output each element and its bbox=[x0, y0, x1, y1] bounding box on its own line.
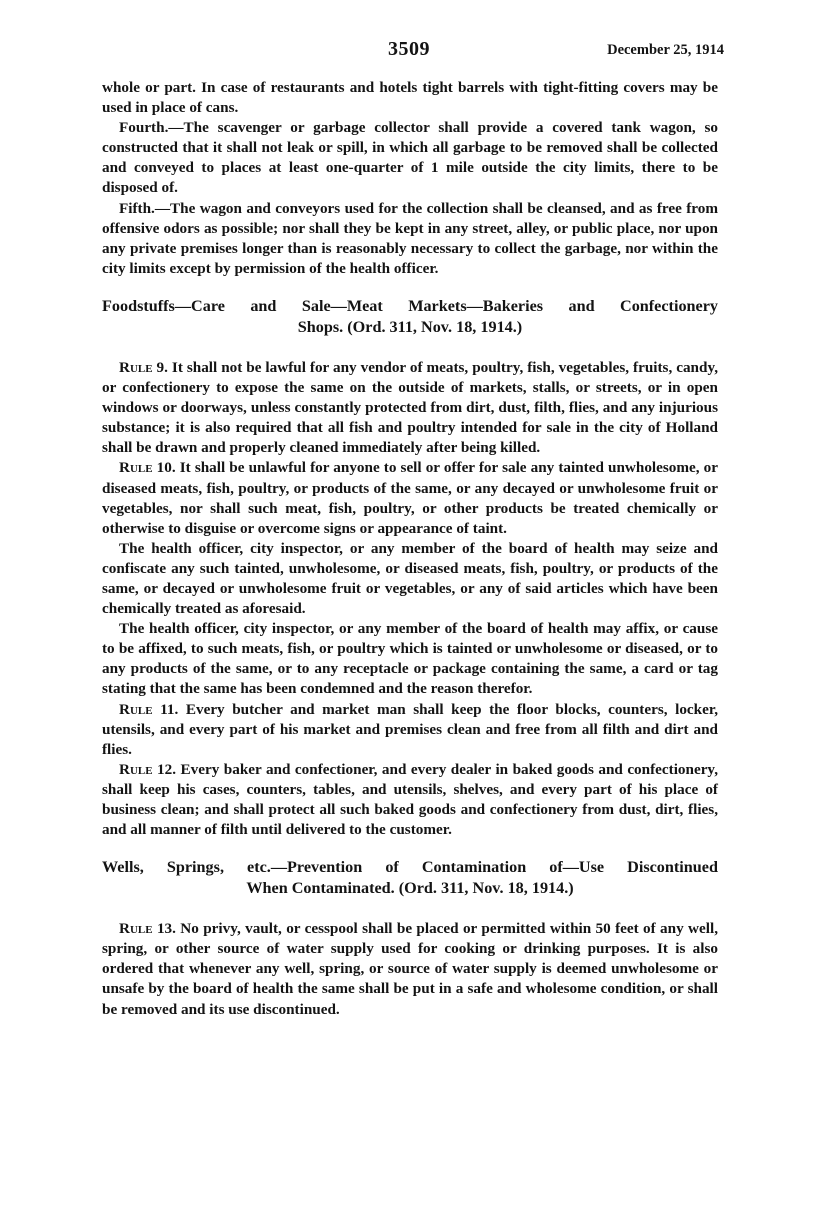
rule-12-text: Every baker and confectioner, and every dealer in baked goods and confectionery, shall keep his cases, counters, tables, and utensils, shelves, and every part of his place of business clean; and shall protect all such baked goods and confectionery from dust, dirt, flies, and all manner of filth until delivered to the customer. bbox=[102, 760, 718, 839]
rule-10 bbox=[102, 458, 718, 538]
paragraph-fourth: Fourth.—The scavenger or garbage collector shall provide a covered tank wagon, so constructed that it shall not leak or spill, in which all garbage to be removed shall be collected and conveyed to places at least one-quarter of 1 mile outside the city limits, there to be disposed of. bbox=[102, 119, 718, 197]
paragraph-fifth: Fifth.—The wagon and conveyors used for the collection shall be cleansed, and as free from offensive odors as possible; nor shall they be kept in any street, alley, or public place, nor upon any private premises longer than is reasonably necessary to collect the garbage, nor within the city limits except by permission of the health officer. bbox=[102, 199, 718, 277]
page-date: December 25, 1914 bbox=[607, 42, 724, 58]
rule-11-text: Every butcher and market man shall keep the floor blocks, counters, locker, utensils, and every part of his market and premises clean and free from all filth and dirt and flies. bbox=[102, 700, 718, 758]
section-heading-wells-line1: Wells, Springs, etc.—Prevention of Contamination of—Use Discontinued bbox=[102, 858, 718, 877]
paragraph-health-officer-affix: The health officer, city inspector, or any member of the board of health may affix, or cause to be affixed, to such meats, fish, or poultry which is tainted or unwholesome or diseased, or to any products of the same, or to any receptacle or package containing the same, a card or tag stating that the same has been condemned and the reason therefor. bbox=[102, 620, 718, 698]
rule-10-text: It shall be unlawful for anyone to sell or offer for sale any tainted unwholesome, or diseased meats, fish, poultry, or products of the same, or any decayed or unwholesome fruit or vegetables, nor shall such meat, fish, poultry, or other products be treated chemically or otherwise to disguise or overcome signs or appearance of taint. bbox=[102, 459, 718, 537]
rule-12 bbox=[102, 760, 718, 840]
rule-11 bbox=[102, 700, 718, 760]
section-heading-wells-line2: When Contaminated. (Ord. 311, Nov. 18, 1914.) bbox=[246, 879, 574, 898]
paragraph-continuation: whole or part. In case of restaurants and hotels tight barrels with tight-fitting covers may be used in place of cans. bbox=[102, 79, 718, 117]
rule-12-label: Rule 12. bbox=[119, 760, 177, 778]
rule-10-label: Rule 10. bbox=[119, 459, 176, 477]
rule-13-label: Rule 13. bbox=[119, 920, 176, 938]
rule-13-text: No privy, vault, or cesspool shall be placed or permitted within 50 feet of any well, spring, or other source of water supply used for cooking or drinking purposes. It is also ordered that whenever any well, spring, or source of water supply is deemed unwholesome or unsafe by the board of health the same shall be put in a safe and wholesome condition, or shall be removed and its use discontinued. bbox=[102, 920, 718, 1018]
section-heading-wells bbox=[102, 857, 718, 899]
section-heading-foodstuffs bbox=[102, 296, 718, 338]
section-heading-foodstuffs-line2: Shops. (Ord. 311, Nov. 18, 1914.) bbox=[297, 317, 523, 336]
rule-9-label: Rule 9. bbox=[119, 358, 168, 376]
page-number: 3509 bbox=[388, 38, 430, 60]
page-body bbox=[102, 78, 718, 1020]
rule-9 bbox=[102, 358, 718, 458]
rule-9-text: It shall not be lawful for any vendor of meats, poultry, fish, vegetables, fruits, candy, or confectionery to expose the same on the outside of markets, stalls, or streets, or in open windows or doorways, unless constantly protected from dirt, dust, filth, flies, and any injurious substance; it is also required that all fish and poultry intended for sale in the city of Holland shall be drawn and properly cleaned immediately after being killed. bbox=[102, 358, 718, 457]
rule-11-label: Rule 11. bbox=[119, 700, 179, 718]
rule-13 bbox=[102, 919, 718, 1019]
section-heading-foodstuffs-line1: Foodstuffs—Care and Sale—Meat Markets—Bakeries and Confectionery bbox=[102, 296, 718, 315]
paragraph-health-officer-seize: The health officer, city inspector, or any member of the board of health may seize and confiscate any such tainted, unwholesome, or diseased meats, fish, poultry, or products of the same, or decayed or unwholesome fruit or vegetables, or any of said articles which have been chemically treated as aforesaid. bbox=[102, 539, 718, 618]
